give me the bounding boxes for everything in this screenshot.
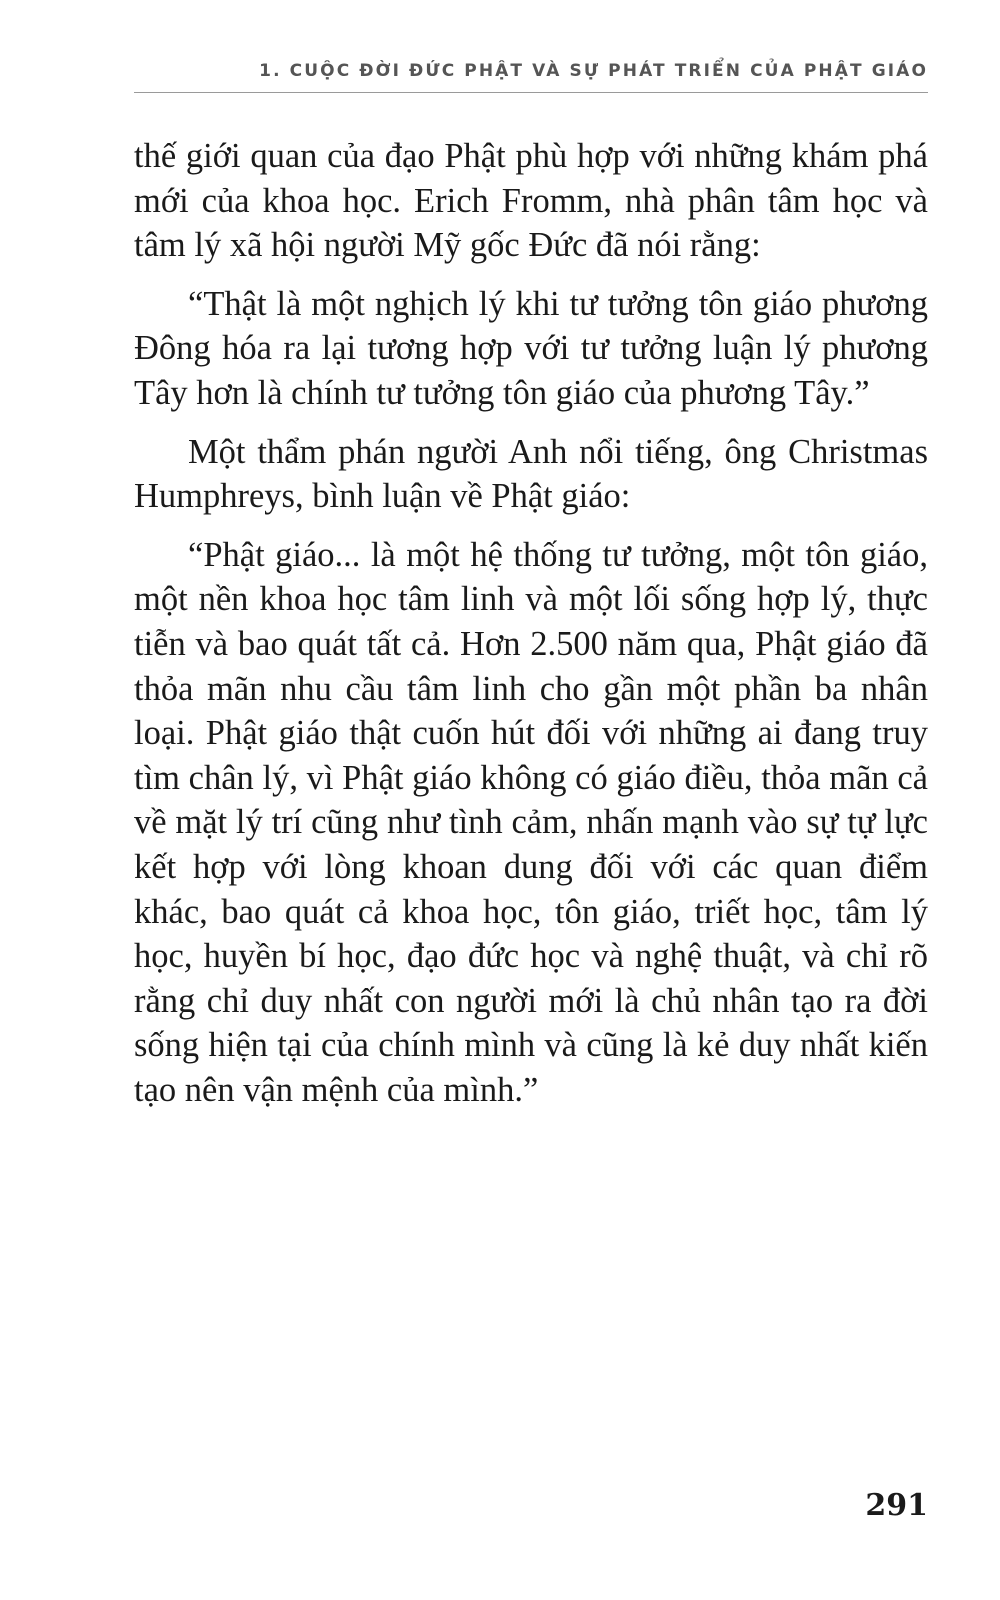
quote-erich-fromm: “Thật là một nghịch lý khi tư tưởng tôn giáo phương Đông hóa ra lại tương hợp với tư tưởng luận lý phương Tây hơn là chính tư tưởng tôn giáo của phương Tây.”	[134, 284, 928, 412]
page-body	[134, 134, 928, 1126]
running-header: 1. CUỘC ĐỜI ĐỨC PHẬT VÀ SỰ PHÁT TRIỂN CỦA PHẬT GIÁO	[134, 60, 928, 93]
page-number: 291	[865, 1488, 928, 1523]
quote-christmas-humphreys: “Phật giáo... là một hệ thống tư tưởng, một tôn giáo, một nền khoa học tâm linh và một lối sống hợp lý, thực tiễn và bao quát tất cả. Hơn 2.500 năm qua, Phật giáo đã thỏa mãn nhu cầu tâm linh cho gần một phần ba nhân loại. Phật giáo thật cuốn hút đối với những ai đang truy tìm chân lý, vì Phật giáo không có giáo điều, thỏa mãn cả về mặt lý trí cũng như tình cảm, nhấn mạnh vào sự tự lực kết hợp với lòng khoan dung đối với các quan điểm khác, bao quát cả khoa học, tôn giáo, triết học, tâm lý học, huyền bí học, đạo đức học và nghệ thuật, và chỉ rõ rằng chỉ duy nhất con người mới là chủ nhân tạo ra đời sống hiện tại của chính mình và cũng là kẻ duy nhất kiến tạo nên vận mệnh của mình.”	[134, 535, 928, 1109]
paragraph-humphreys-intro: Một thẩm phán người Anh nổi tiếng, ông Christmas Humphreys, bình luận về Phật giáo:	[134, 432, 928, 516]
paragraph-continuation: thế giới quan của đạo Phật phù hợp với những khám phá mới của khoa học. Erich Fromm, nhà phân tâm học và tâm lý xã hội người Mỹ gốc Đức đã nói rằng:	[134, 137, 928, 265]
